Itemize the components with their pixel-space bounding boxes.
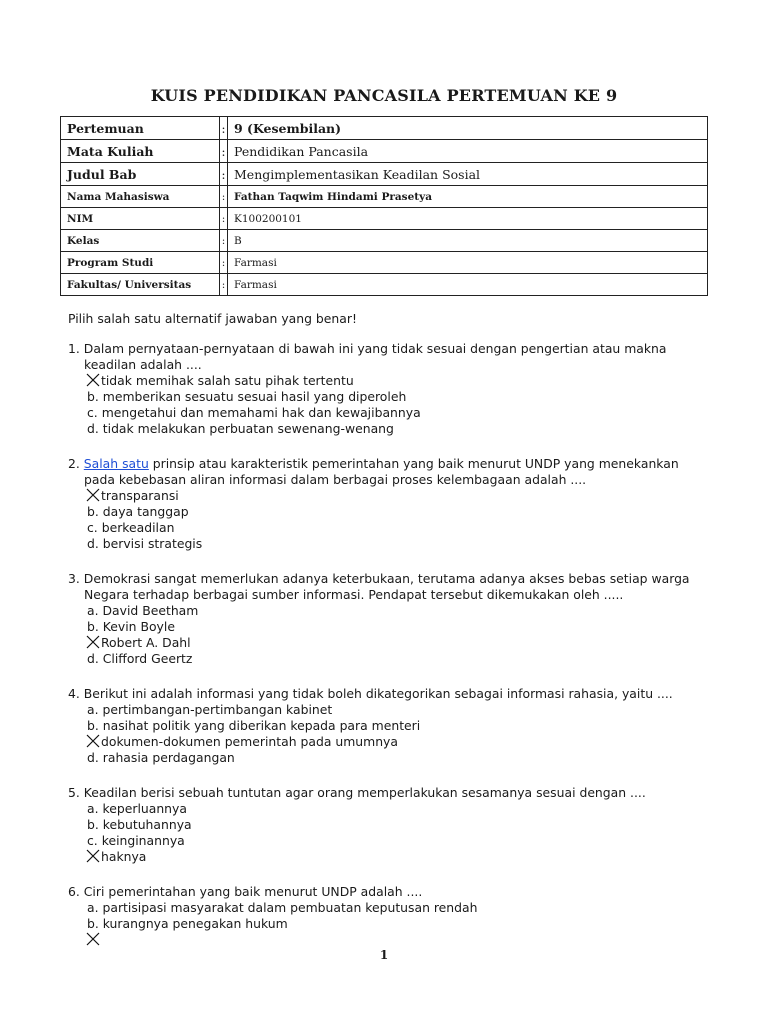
info-label: Nama Mahasiswa: [61, 186, 220, 208]
option-letter: a.: [87, 702, 99, 717]
question-number: 1.: [68, 341, 80, 356]
option-a[interactable]: [87, 801, 708, 817]
question-3: [68, 571, 708, 667]
option-letter: d.: [87, 536, 99, 551]
option-text: haknya: [101, 849, 147, 864]
option-b[interactable]: [87, 916, 708, 932]
option-letter: b.: [87, 916, 99, 931]
option-c[interactable]: [87, 932, 708, 948]
info-row-nama: [61, 186, 708, 208]
option-text: partisipasi masyarakat dalam pembuatan keputusan rendah: [102, 900, 478, 915]
option-text: keinginannya: [101, 833, 185, 848]
question-number: 4.: [68, 686, 80, 701]
cross-mark-icon: [87, 636, 99, 648]
option-text: Kevin Boyle: [102, 619, 175, 634]
question-number: 6.: [68, 884, 80, 899]
question-1: [68, 341, 708, 437]
option-list: [68, 702, 708, 766]
option-c[interactable]: [87, 405, 708, 421]
option-letter: d.: [87, 651, 99, 666]
info-colon: :: [220, 208, 228, 230]
info-label: Judul Bab: [61, 163, 220, 186]
question-6: [68, 884, 708, 948]
option-letter: b.: [87, 504, 99, 519]
option-text: bervisi strategis: [102, 536, 203, 551]
info-value: Farmasi: [228, 252, 708, 274]
question-body: Ciri pemerintahan yang baik menurut UNDP adalah ....: [83, 884, 423, 899]
cross-mark-icon: [87, 933, 99, 945]
option-text: kurangnya penegakan hukum: [102, 916, 288, 931]
question-text: [68, 571, 708, 603]
option-text: tidak melakukan perbuatan sewenang-wenang: [102, 421, 394, 436]
info-label: Mata Kuliah: [61, 140, 220, 163]
option-letter: b.: [87, 389, 99, 404]
option-a[interactable]: [87, 900, 708, 916]
info-row-pertemuan: [61, 117, 708, 140]
question-body: Keadilan berisi sebuah tuntutan agar orang memperlakukan sesamanya sesuai dengan ....: [83, 785, 646, 800]
option-b[interactable]: [87, 619, 708, 635]
info-colon: :: [220, 252, 228, 274]
option-d[interactable]: [87, 421, 708, 437]
option-text: transparansi: [101, 488, 179, 503]
option-text: dokumen-dokumen pemerintah pada umumnya: [101, 734, 398, 749]
option-list: [68, 603, 708, 667]
info-value: 9 (Kesembilan): [228, 117, 708, 140]
option-letter: d.: [87, 750, 99, 765]
info-row-program-studi: [61, 252, 708, 274]
info-row-fakultas: [61, 274, 708, 296]
info-label: NIM: [61, 208, 220, 230]
option-b[interactable]: [87, 504, 708, 520]
option-c[interactable]: [87, 734, 708, 750]
option-a[interactable]: [87, 488, 708, 504]
info-value: Fathan Taqwim Hindami Prasetya: [228, 186, 708, 208]
info-value: Farmasi: [228, 274, 708, 296]
info-row-nim: [61, 208, 708, 230]
option-d[interactable]: [87, 536, 708, 552]
info-colon: :: [220, 186, 228, 208]
option-a[interactable]: [87, 603, 708, 619]
option-letter: b.: [87, 619, 99, 634]
question-text: [68, 341, 708, 373]
info-value: Mengimplementasikan Keadilan Sosial: [228, 163, 708, 186]
question-body: Dalam pernyataan-pernyataan di bawah ini yang tidak sesuai dengan pengertian atau makna keadilan adalah ....: [83, 341, 667, 372]
option-c[interactable]: [87, 520, 708, 536]
option-letter: d.: [87, 421, 99, 436]
question-4: [68, 686, 708, 766]
info-row-judul-bab: [61, 163, 708, 186]
question-number: 5.: [68, 785, 80, 800]
page-number: 1: [379, 948, 389, 962]
option-list: [68, 801, 708, 865]
option-text: mengetahui dan memahami hak dan kewajibannya: [101, 405, 421, 420]
option-letter: c.: [87, 405, 98, 420]
question-body: Demokrasi sangat memerlukan adanya keterbukaan, terutama adanya akses bebas setiap warga Negara terhadap berbagai sumber informasi. Pendapat tersebut dikemukakan oleh .....: [83, 571, 690, 602]
option-text: tidak memihak salah satu pihak tertentu: [101, 373, 354, 388]
option-text: keperluannya: [102, 801, 187, 816]
option-letter: c.: [87, 833, 98, 848]
option-list: [68, 488, 708, 552]
option-c[interactable]: [87, 833, 708, 849]
document-title: KUIS PENDIDIKAN PANCASILA PERTEMUAN KE 9: [150, 86, 618, 105]
info-colon: :: [220, 140, 228, 163]
option-text: rahasia perdagangan: [102, 750, 235, 765]
student-info-table: [60, 116, 708, 296]
option-b[interactable]: [87, 817, 708, 833]
option-text: David Beetham: [102, 603, 199, 618]
question-text: [68, 785, 708, 801]
info-colon: :: [220, 117, 228, 140]
info-colon: :: [220, 230, 228, 252]
cross-mark-icon: [87, 374, 99, 386]
option-a[interactable]: [87, 373, 708, 389]
info-label: Fakultas/ Universitas: [61, 274, 220, 296]
question-text: [68, 686, 708, 702]
question-2: [68, 456, 708, 552]
option-list: [68, 900, 708, 948]
option-letter: a.: [87, 900, 99, 915]
option-d[interactable]: [87, 849, 708, 865]
option-list: [68, 373, 708, 437]
option-text: daya tanggap: [102, 504, 189, 519]
option-letter: a.: [87, 801, 99, 816]
cross-mark-icon: [87, 735, 99, 747]
option-text: memberikan sesuatu sesuai hasil yang diperoleh: [102, 389, 407, 404]
info-colon: :: [220, 274, 228, 296]
option-text: Robert A. Dahl: [101, 635, 191, 650]
info-label: Pertemuan: [61, 117, 220, 140]
option-letter: a.: [87, 603, 99, 618]
hyperlink-salah-satu[interactable]: Salah satu: [83, 456, 149, 471]
option-text: berkeadilan: [101, 520, 175, 535]
cross-mark-icon: [87, 850, 99, 862]
question-number: 3.: [68, 571, 80, 586]
question-body: Berikut ini adalah informasi yang tidak boleh dikategorikan sebagai informasi rahasia, yaitu ....: [83, 686, 673, 701]
info-value: Pendidikan Pancasila: [228, 140, 708, 163]
question-body: prinsip atau karakteristik pemerintahan yang baik menurut UNDP yang menekankan pada kebebasan aliran informasi dalam berbagai proses kelembagaan adalah ....: [84, 456, 679, 487]
info-row-mata-kuliah: [61, 140, 708, 163]
question-number: 2.: [68, 456, 80, 471]
info-colon: :: [220, 163, 228, 186]
option-b[interactable]: [87, 718, 708, 734]
option-letter: b.: [87, 718, 99, 733]
option-b[interactable]: [87, 389, 708, 405]
info-row-kelas: [61, 230, 708, 252]
option-a[interactable]: [87, 702, 708, 718]
question-text: [68, 884, 708, 900]
question-5: [68, 785, 708, 865]
option-text: pertimbangan-pertimbangan kabinet: [102, 702, 333, 717]
option-d[interactable]: [87, 651, 708, 667]
info-value: B: [228, 230, 708, 252]
quiz-content: [68, 311, 708, 967]
question-text: [68, 456, 708, 488]
info-label: Kelas: [61, 230, 220, 252]
instruction-text: Pilih salah satu alternatif jawaban yang benar!: [68, 311, 357, 326]
option-letter: c.: [87, 520, 98, 535]
option-d[interactable]: [87, 750, 708, 766]
info-label: Program Studi: [61, 252, 220, 274]
option-text: nasihat politik yang diberikan kepada para menteri: [102, 718, 421, 733]
option-text: Clifford Geertz: [102, 651, 193, 666]
info-value: K100200101: [228, 208, 708, 230]
option-letter: b.: [87, 817, 99, 832]
option-c[interactable]: [87, 635, 708, 651]
cross-mark-icon: [87, 489, 99, 501]
option-text: kebutuhannya: [102, 817, 192, 832]
